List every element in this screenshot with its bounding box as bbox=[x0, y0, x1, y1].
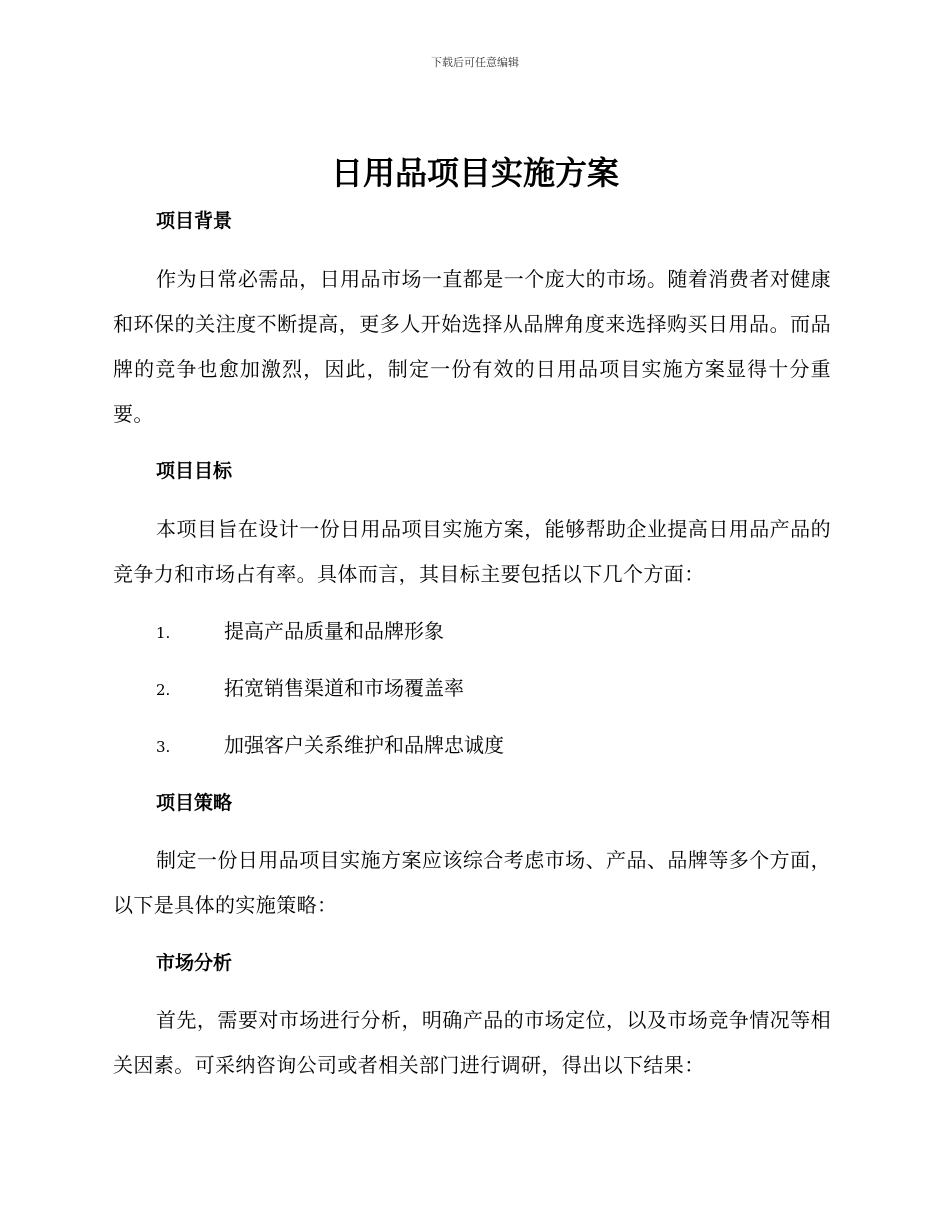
list-item-text: 拓宽销售渠道和市场覆盖率 bbox=[224, 676, 464, 700]
list-item-text: 加强客户关系维护和品牌忠诚度 bbox=[224, 733, 504, 757]
section-heading-strategy: 项目策略 bbox=[156, 792, 233, 814]
list-item bbox=[156, 674, 464, 704]
paragraph-strategy: 制定一份日用品项目实施方案应该综合考虑市场、产品、品牌等多个方面，以下是具体的实施策略： bbox=[113, 848, 831, 917]
section-heading-background: 项目背景 bbox=[156, 210, 233, 232]
paragraph-goals: 本项目旨在设计一份日用品项目实施方案，能够帮助企业提高日用品产品的竞争力和市场占有率。具体而言，其目标主要包括以下几个方面： bbox=[113, 517, 831, 586]
list-item-number: 1. bbox=[156, 624, 171, 642]
list-item-text: 提高产品质量和品牌形象 bbox=[224, 619, 444, 643]
header-note: 下载后可任意编辑 bbox=[431, 56, 519, 69]
list-item-number: 3. bbox=[156, 738, 171, 756]
document-title: 日用品项目实施方案 bbox=[330, 154, 619, 192]
list-item bbox=[156, 617, 444, 647]
list-item bbox=[156, 731, 504, 761]
section-heading-market: 市场分析 bbox=[156, 952, 233, 974]
paragraph-market: 首先，需要对市场进行分析，明确产品的市场定位，以及市场竞争情况等相关因素。可采纳咨询公司或者相关部门进行调研，得出以下结果： bbox=[113, 1008, 831, 1077]
section-heading-goals: 项目目标 bbox=[156, 460, 233, 482]
list-item-number: 2. bbox=[156, 681, 171, 699]
paragraph-background: 作为日常必需品，日用品市场一直都是一个庞大的市场。随着消费者对健康和环保的关注度不断提高，更多人开始选择从品牌角度来选择购买日用品。而品牌的竞争也愈加激烈，因此，制定一份有效的日用品项目实施方案显得十分重要。 bbox=[113, 267, 831, 426]
